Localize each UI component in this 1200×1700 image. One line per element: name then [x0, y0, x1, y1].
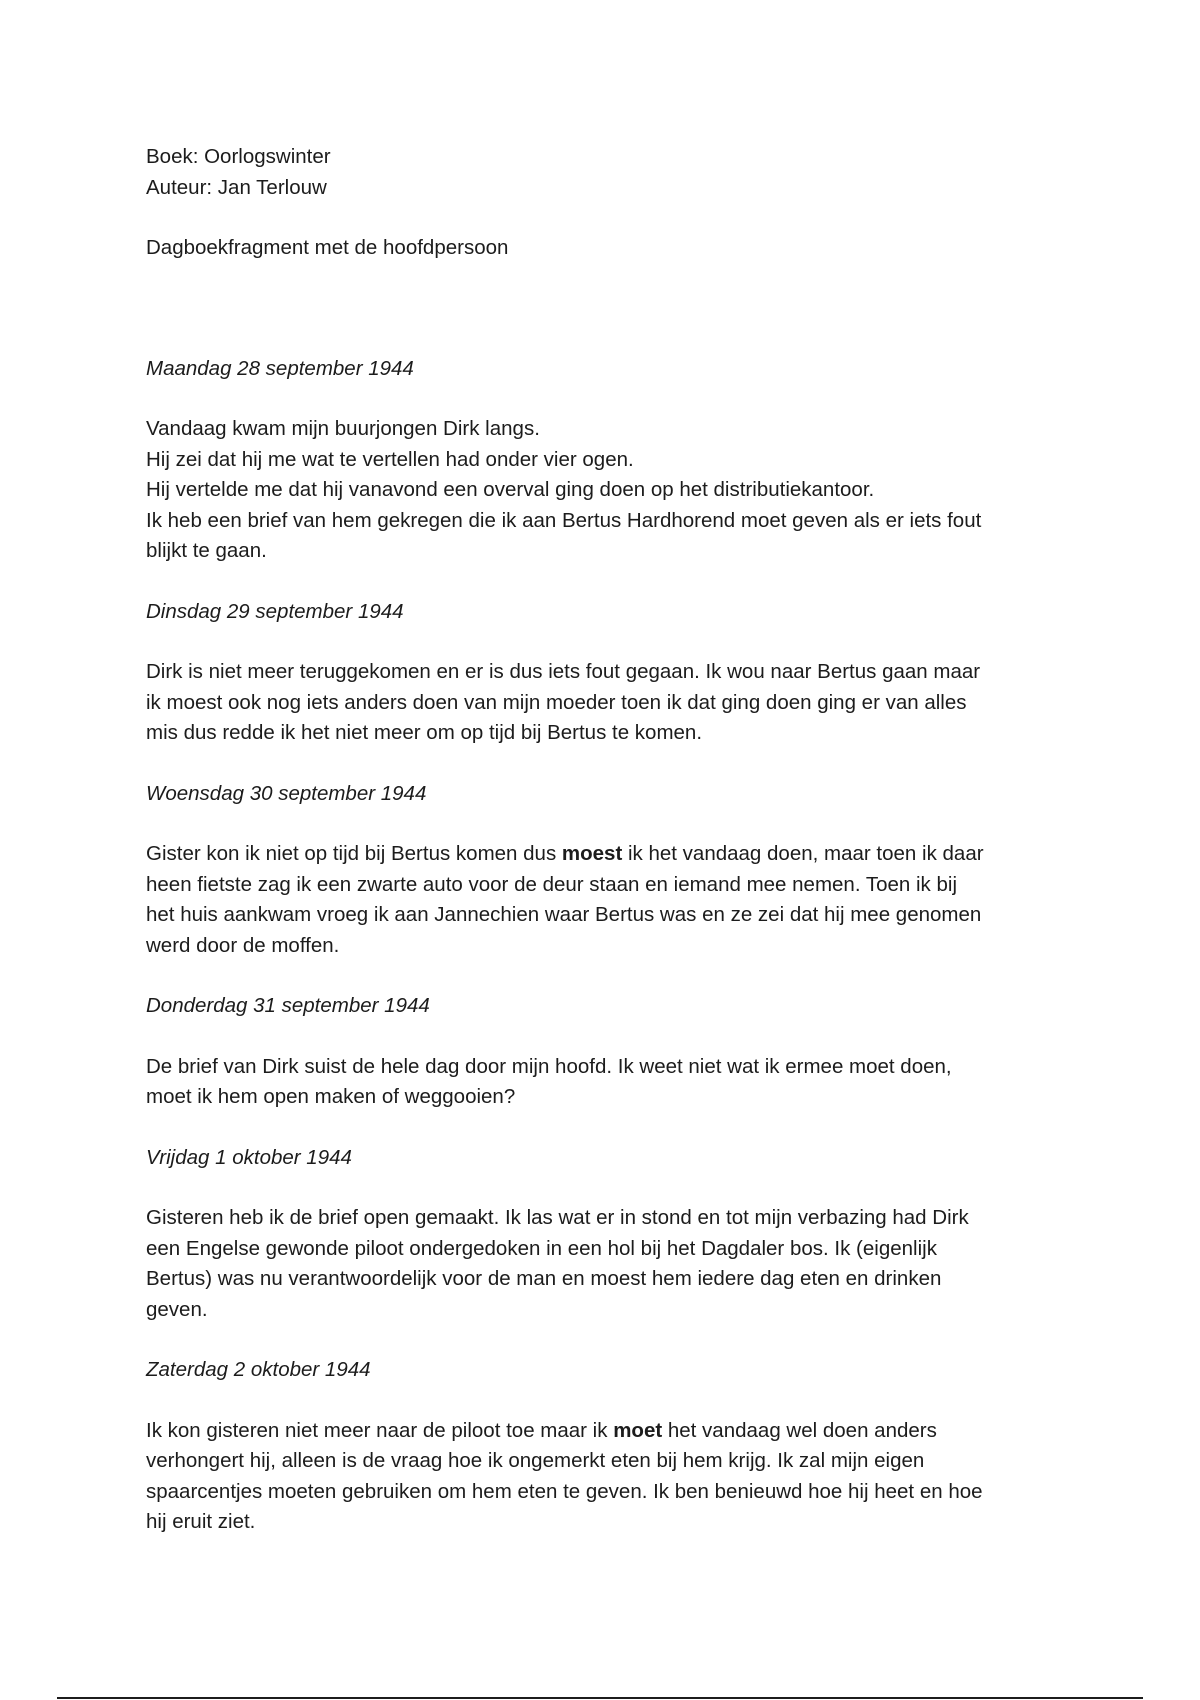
entry-line: heen fietste zag ik een zwarte auto voor de deur staan en iemand mee nemen. Toen ik bij [146, 872, 958, 896]
diary-entry [146, 597, 1076, 749]
diary-entry [146, 779, 1076, 962]
book-author: Auteur: Jan Terlouw [146, 175, 327, 199]
emphasis-text: moest [561, 842, 623, 865]
entry-line: verhongert hij, alleen is de vraag hoe ik ongemerkt eten bij hem krijg. Ik zal mijn eigen [146, 1449, 925, 1472]
entry-line: Gisteren heb ik de brief open gemaakt. Ik las wat er in stond en tot mijn verbazing had Dirk [146, 1206, 969, 1229]
entry-line [146, 1416, 1076, 1447]
document-subtitle: Dagboekfragment met de hoofdpersoon [146, 236, 509, 259]
page-bottom-rule [57, 1697, 1143, 1699]
entry-date: Zaterdag 2 oktober 1944 [146, 1358, 371, 1381]
entry-line: een Engelse gewonde piloot ondergedoken in een hol bij het Dagdaler bos. Ik (eigenlijk [146, 1236, 937, 1260]
entry-line: blijkt te gaan. [146, 539, 267, 562]
entry-line: Hij zei dat hij me wat te vertellen had onder vier ogen. [146, 447, 634, 471]
entry-text: Ik kon gisteren niet meer naar de piloot toe maar ik [146, 1418, 614, 1442]
diary-entry [146, 991, 1076, 1113]
entry-line: Bertus) was nu verantwoordelijk voor de man en moest hem iedere dag eten en drinken [146, 1267, 942, 1290]
entry-line: geven. [146, 1297, 208, 1321]
entry-line: Ik heb een brief van hem gekregen die ik aan Bertus Hardhorend moet geven als er iets fout [146, 508, 982, 532]
entry-line: Hij vertelde me dat hij vanavond een overval ging doen op het distributiekantoor. [146, 478, 875, 501]
entry-text: het vandaag wel doen anders [662, 1418, 937, 1442]
diary-entry [146, 354, 1076, 567]
entry-line: Dirk is niet meer teruggekomen en er is dus iets fout gegaan. Ik wou naar Bertus gaan maar [146, 660, 981, 683]
diary-entry [146, 1143, 1076, 1326]
entry-line: het huis aankwam vroeg ik aan Jannechien waar Bertus was en ze zei dat hij mee genomen [146, 903, 982, 926]
entry-line: spaarcentjes moeten gebruiken om hem eten te geven. Ik ben benieuwd hoe hij heet en hoe [146, 1479, 983, 1503]
book-title: Boek: Oorlogswinter [146, 145, 331, 168]
entry-line: werd door de moffen. [146, 933, 340, 957]
entry-line: De brief van Dirk suist de hele dag door mijn hoofd. Ik weet niet wat ik ermee moet doen, [146, 1054, 952, 1078]
emphasis-text: moet [613, 1418, 663, 1442]
entry-text: ik het vandaag doen, maar toen ik daar [622, 842, 984, 865]
entry-line: Vandaag kwam mijn buurjongen Dirk langs. [146, 417, 540, 440]
entry-line: hij eruit ziet. [146, 1510, 256, 1533]
diary-entry [146, 1355, 1076, 1538]
entry-date: Maandag 28 september 1944 [146, 356, 414, 380]
document-page [146, 142, 1076, 1538]
entry-line: mis dus redde ik het niet meer om op tijd bij Bertus te komen. [146, 721, 703, 744]
entry-text: Gister kon ik niet op tijd bij Bertus komen dus [146, 842, 562, 865]
entry-line: moet ik hem open maken of weggooien? [146, 1085, 516, 1108]
entry-date: Vrijdag 1 oktober 1944 [146, 1145, 352, 1169]
entry-line [146, 839, 1076, 870]
entry-line: ik moest ook nog iets anders doen van mijn moeder toen ik dat ging doen ging er van alles [146, 690, 967, 714]
entry-date: Dinsdag 29 september 1944 [146, 599, 404, 623]
entry-date: Woensdag 30 september 1944 [146, 781, 427, 805]
entry-date: Donderdag 31 september 1944 [146, 994, 430, 1017]
document-header [146, 142, 1076, 264]
